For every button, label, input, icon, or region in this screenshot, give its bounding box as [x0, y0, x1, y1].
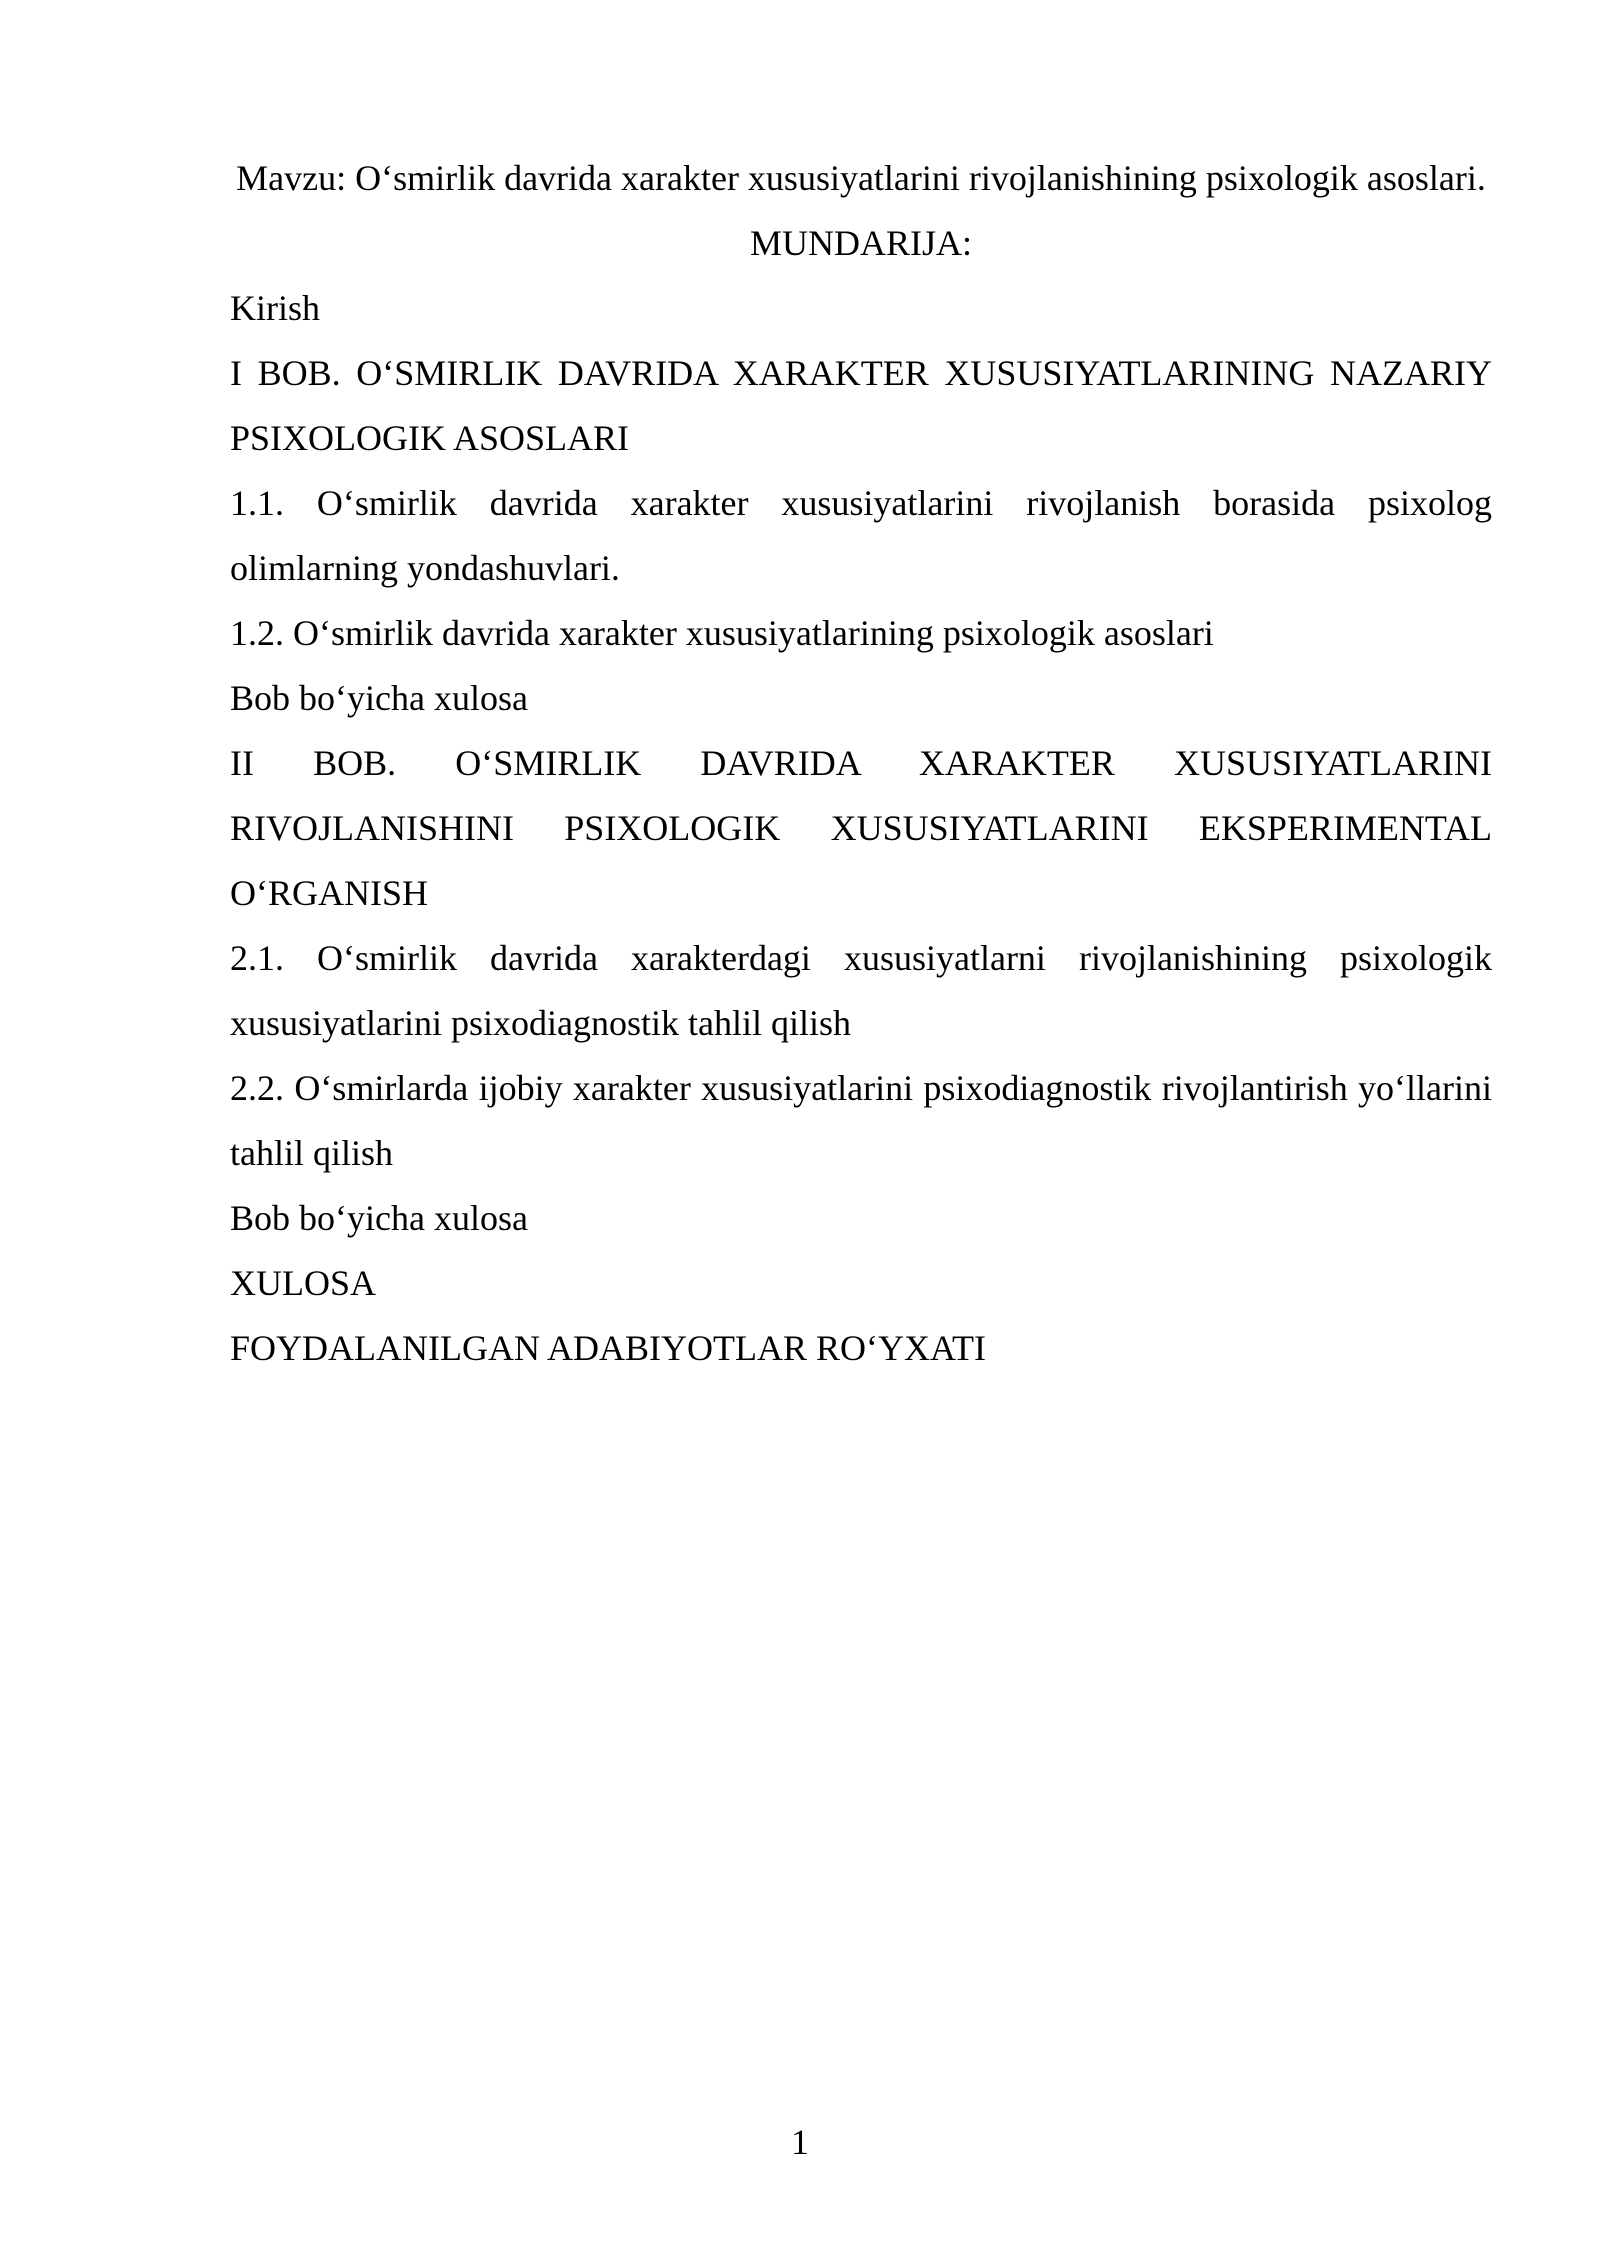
toc-item-chapter-1: I BOB. O‘SMIRLIK DAVRIDA XARAKTER XUSUSIYATLARINING NAZARIY PSIXOLOGIK ASOSLARI — [230, 353, 1492, 458]
toc-item-section-1-1: 1.1. O‘smirlik davrida xarakter xususiyatlarini rivojlanish borasida psixolog olimlarning yondashuvlari. — [230, 483, 1492, 588]
toc-item-section-1-2: 1.2. O‘smirlik davrida xarakter xususiyatlarining psixologik asoslari — [230, 613, 1214, 653]
toc-item-references: FOYDALANILGAN ADABIYOTLAR RO‘YXATI — [230, 1328, 986, 1368]
toc-item-chapter-2-conclusion: Bob bo‘yicha xulosa — [230, 1198, 528, 1238]
page-content — [230, 146, 1492, 1381]
page-number: 1 — [791, 2122, 809, 2162]
toc-item-introduction: Kirish — [230, 288, 320, 328]
toc-item-section-2-2: 2.2. O‘smirlarda ijobiy xarakter xususiyatlarini psixodiagnostik rivojlantirish yo‘llarini tahlil qilish — [230, 1068, 1492, 1173]
toc-heading: MUNDARIJA: — [749, 223, 972, 263]
toc-item-conclusion: XULOSA — [230, 1263, 377, 1303]
toc-item-chapter-1-conclusion: Bob bo‘yicha xulosa — [230, 678, 528, 718]
toc-item-section-2-1: 2.1. O‘smirlik davrida xarakterdagi xususiyatlarni rivojlanishining psixologik xususiyatlarini psixodiagnostik tahlil qilish — [230, 938, 1492, 1043]
table-of-contents — [230, 276, 1492, 1381]
document-title: Mavzu: O‘smirlik davrida xarakter xususiyatlarini rivojlanishining psixologik asoslari. — [236, 158, 1486, 198]
toc-item-chapter-2: II BOB. O‘SMIRLIK DAVRIDA XARAKTER XUSUSIYATLARINI RIVOJLANISHINI PSIXOLOGIK XUSUSIYATLARINI EKSPERIMENTAL O‘RGANISH — [230, 743, 1492, 913]
